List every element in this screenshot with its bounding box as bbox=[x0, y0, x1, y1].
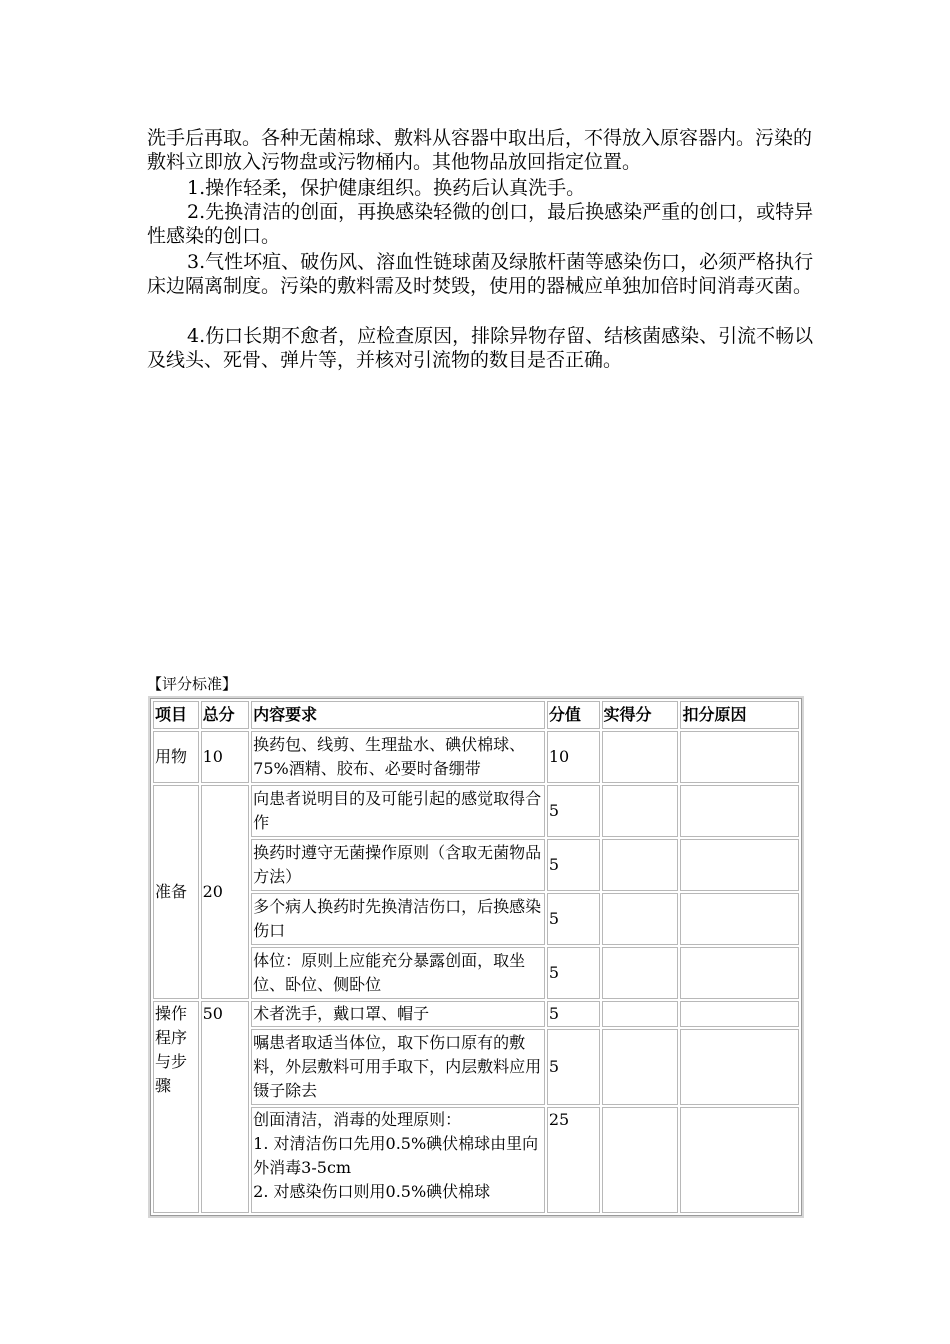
cell-deduction bbox=[680, 785, 799, 837]
cell-actual bbox=[602, 731, 679, 783]
cell-total: 10 bbox=[201, 731, 250, 783]
cell-item: 准备 bbox=[153, 785, 199, 999]
cell-score: 5 bbox=[547, 1029, 600, 1105]
cell-content: 换药时遵守无菌操作原则（含取无菌物品方法） bbox=[251, 839, 545, 891]
paragraph-rule-1: 1.操作轻柔，保护健康组织。换药后认真洗手。 bbox=[187, 177, 586, 199]
cell-score: 25 bbox=[547, 1107, 600, 1213]
cell-actual bbox=[602, 893, 679, 945]
cell-score: 5 bbox=[547, 785, 600, 837]
cell-score: 5 bbox=[547, 947, 600, 999]
cell-item: 用物 bbox=[153, 731, 199, 783]
table-row bbox=[153, 1107, 799, 1213]
cell-score: 5 bbox=[547, 893, 600, 945]
cell-actual bbox=[602, 1029, 679, 1105]
cell-score: 5 bbox=[547, 1001, 600, 1027]
paragraph-rule-2: 2.先换清洁的创面，再换感染轻微的创口，最后换感染严重的创口，或特异性感染的创口。 bbox=[147, 201, 814, 247]
cell-actual bbox=[602, 1107, 679, 1213]
cell-total: 50 bbox=[201, 1001, 250, 1213]
cell-content: 嘱患者取适当体位，取下伤口原有的敷料，外层敷料可用手取下，内层敷料应用镊子除去 bbox=[251, 1029, 545, 1105]
paragraph-rule-3: 3.气性坏疽、破伤风、溶血性链球菌及绿脓杆菌等感染伤口，必须严格执行床边隔离制度。污染的敷料需及时焚毁，使用的器械应单独加倍时间消毒灭菌。 bbox=[147, 251, 814, 297]
header-actual: 实得分 bbox=[602, 701, 679, 729]
cell-deduction bbox=[680, 1029, 799, 1105]
cell-deduction bbox=[680, 1001, 799, 1027]
paragraph-continuation: 洗手后再取。各种无菌棉球、敷料从容器中取出后，不得放入原容器内。污染的敷料立即放入污物盘或污物桶内。其他物品放回指定位置。 bbox=[147, 127, 813, 173]
header-total: 总分 bbox=[201, 701, 250, 729]
cell-actual bbox=[602, 839, 679, 891]
cell-content: 多个病人换药时先换清洁伤口，后换感染伤口 bbox=[251, 893, 545, 945]
cell-item: 操作程序与步骤 bbox=[153, 1001, 199, 1213]
scoring-caption: 【评分标准】 bbox=[147, 675, 238, 693]
cell-deduction bbox=[680, 1107, 799, 1213]
table-row bbox=[153, 731, 799, 783]
cell-deduction bbox=[680, 731, 799, 783]
cell-actual bbox=[602, 785, 679, 837]
table-row bbox=[153, 947, 799, 999]
table-row bbox=[153, 785, 799, 837]
table-row bbox=[153, 1029, 799, 1105]
header-score: 分值 bbox=[547, 701, 600, 729]
header-deduction: 扣分原因 bbox=[680, 701, 799, 729]
scoring-table bbox=[150, 698, 802, 1216]
cell-actual bbox=[602, 1001, 679, 1027]
cell-content: 创面清洁，消毒的处理原则： 1. 对清洁伤口先用0.5%碘伏棉球由里向外消毒3-5cm 2. 对感染伤口则用0.5%碘伏棉球 bbox=[251, 1107, 545, 1213]
cell-deduction bbox=[680, 839, 799, 891]
table-row bbox=[153, 1001, 799, 1027]
cell-deduction bbox=[680, 893, 799, 945]
table-header-row bbox=[153, 701, 799, 729]
header-item: 项目 bbox=[153, 701, 199, 729]
cell-total: 20 bbox=[201, 785, 250, 999]
table-row bbox=[153, 893, 799, 945]
header-content: 内容要求 bbox=[251, 701, 545, 729]
cell-deduction bbox=[680, 947, 799, 999]
cell-content: 换药包、线剪、生理盐水、碘伏棉球、75%酒精、胶布、必要时备绷带 bbox=[251, 731, 545, 783]
cell-content: 体位：原则上应能充分暴露创面，取坐位、卧位、侧卧位 bbox=[251, 947, 545, 999]
paragraph-rule-4: 4.伤口长期不愈者，应检查原因，排除异物存留、结核菌感染、引流不畅以及线头、死骨、弹片等，并核对引流物的数目是否正确。 bbox=[147, 325, 814, 371]
cell-content: 向患者说明目的及可能引起的感觉取得合作 bbox=[251, 785, 545, 837]
cell-actual bbox=[602, 947, 679, 999]
table-row bbox=[153, 839, 799, 891]
cell-score: 5 bbox=[547, 839, 600, 891]
cell-content: 术者洗手，戴口罩、帽子 bbox=[251, 1001, 545, 1027]
cell-score: 10 bbox=[547, 731, 600, 783]
